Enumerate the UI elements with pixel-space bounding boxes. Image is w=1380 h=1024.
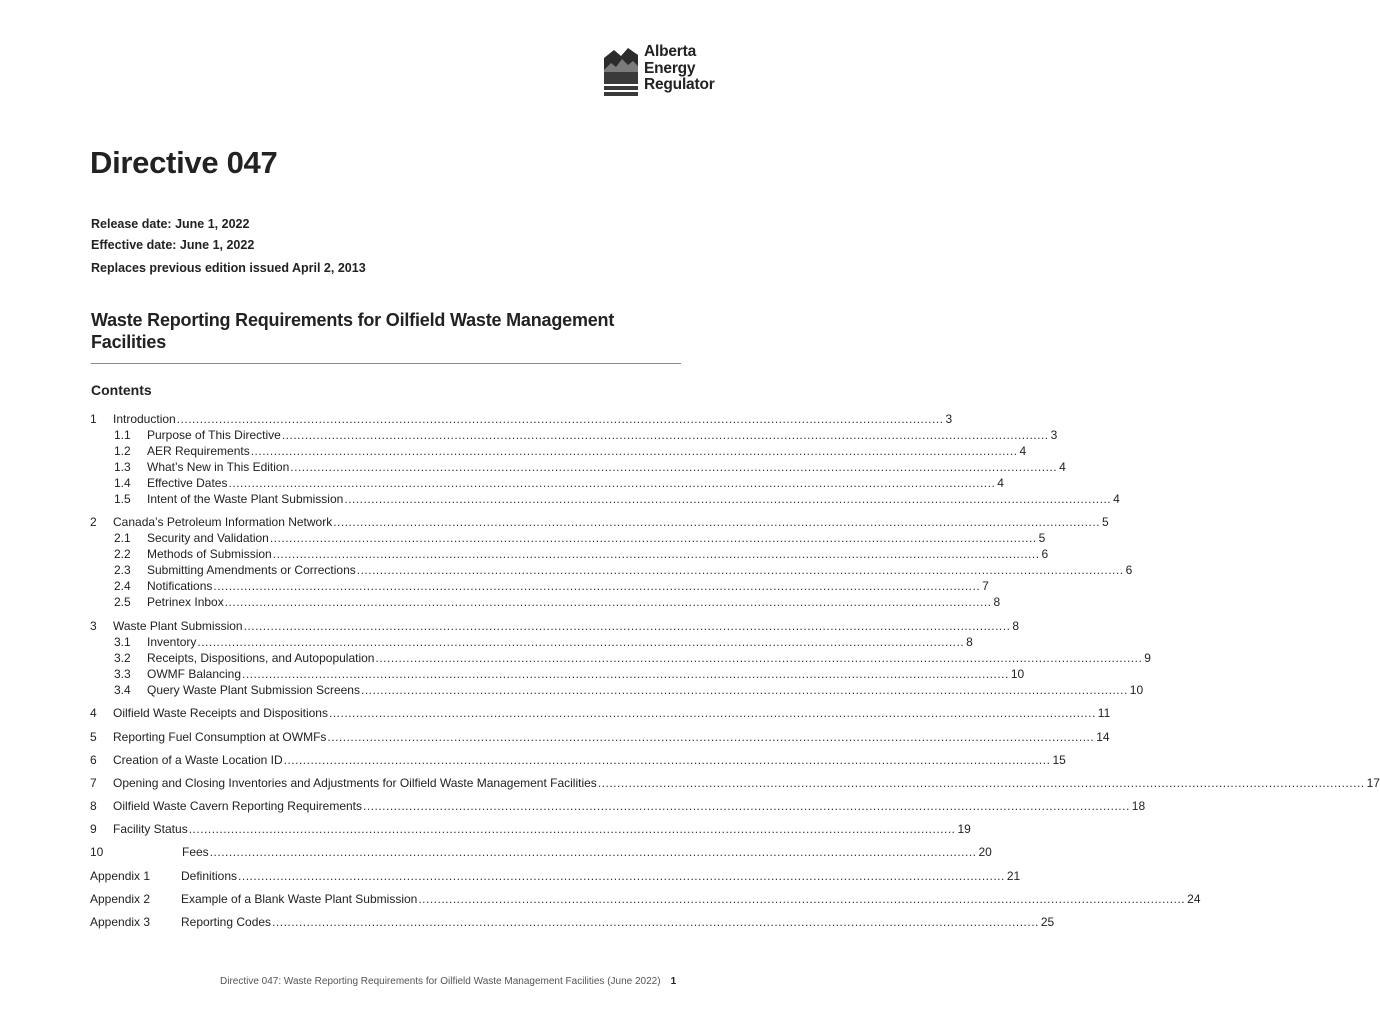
toc-entry[interactable] — [90, 775, 1380, 791]
toc-entry-page: 7 — [982, 579, 989, 593]
toc-entry-number: 7 — [90, 776, 97, 790]
toc-leader-dots: ........................................................................................................................................................................................................ — [269, 531, 1037, 545]
toc-entry-label: Oilfield Waste Cavern Reporting Requirements — [113, 799, 362, 813]
toc-entry-label: Reporting Codes — [181, 915, 272, 929]
toc-entry-number: 2.1 — [114, 531, 131, 545]
toc-entry-label: Waste Plant Submission — [113, 619, 243, 633]
toc-entry[interactable] — [90, 578, 989, 594]
toc-entry-number: 3.4 — [114, 683, 131, 697]
contents-heading: Contents — [91, 382, 152, 398]
toc-entry-label: OWMF Balancing — [147, 667, 242, 681]
toc-entry-label: Example of a Blank Waste Plant Submission — [181, 892, 418, 906]
toc-leader-dots: ........................................................................................................................................................................................................ — [344, 492, 1112, 506]
toc-leader-dots: ........................................................................................................................................................................................................ — [243, 619, 1011, 633]
toc-entry-label: Oilfield Waste Receipts and Dispositions — [113, 706, 328, 720]
toc-entry[interactable] — [90, 729, 1110, 745]
toc-entry-label: Canada’s Petroleum Information Network — [113, 515, 333, 529]
toc-entry[interactable] — [90, 752, 1066, 768]
toc-entry-number: 3.3 — [114, 667, 131, 681]
toc-entry[interactable] — [90, 682, 1144, 698]
toc-entry[interactable] — [90, 891, 1201, 907]
toc-entry[interactable] — [90, 411, 953, 427]
toc-entry[interactable] — [90, 546, 1049, 562]
toc-entry-page: 6 — [1125, 563, 1133, 577]
toc-entry-number: 6 — [90, 753, 97, 767]
toc-leader-dots: ........................................................................................................................................................................................................ — [356, 563, 1124, 577]
effective-date: Effective date: June 1, 2022 — [91, 238, 255, 252]
toc-entry[interactable] — [90, 705, 1111, 721]
toc-leader-dots: ........................................................................................................................................................................................................ — [363, 799, 1130, 813]
toc-entry[interactable] — [90, 514, 1109, 530]
toc-leader-dots: ........................................................................................................................................................................................................ — [238, 869, 1005, 883]
toc-entry[interactable] — [90, 491, 1120, 507]
toc-entry-page: 8 — [966, 635, 973, 649]
toc-entry-label: Notifications — [147, 579, 213, 593]
toc-entry-number: 3 — [90, 619, 97, 633]
toc-entry-page: 10 — [1129, 683, 1144, 697]
toc-leader-dots: ........................................................................................................................................................................................................ — [242, 667, 1009, 681]
replaces-note: Replaces previous edition issued April 2, 2013 — [91, 261, 366, 275]
toc-entry-page: 4 — [997, 476, 1004, 490]
toc-entry-label: AER Requirements — [147, 444, 250, 458]
logo-line-3: Regulator — [644, 76, 715, 93]
toc-entry-label: Methods of Submission — [147, 547, 272, 561]
toc-entry-page: 18 — [1131, 799, 1146, 813]
toc-entry-number: Appendix 2 — [90, 892, 151, 906]
toc-entry-label: What’s New in This Edition — [147, 460, 290, 474]
toc-entry-number: 10 — [90, 845, 104, 859]
toc-leader-dots: ........................................................................................................................................................................................................ — [272, 915, 1039, 929]
toc-entry-number: 1 — [90, 412, 97, 426]
toc-entry[interactable] — [90, 618, 1020, 634]
toc-entry-number: 8 — [90, 799, 97, 813]
toc-entry[interactable] — [90, 666, 1025, 682]
toc-entry-label: Petrinex Inbox — [147, 595, 224, 609]
toc-entry-number: Appendix 1 — [90, 869, 151, 883]
toc-entry-number: 5 — [90, 730, 97, 744]
mountain-logo-icon — [604, 46, 638, 100]
toc-entry[interactable] — [90, 650, 1151, 666]
toc-leader-dots: ........................................................................................................................................................................................................ — [228, 476, 996, 490]
toc-leader-dots: ........................................................................................................................................................................................................ — [209, 845, 977, 859]
toc-entry-page: 5 — [1102, 515, 1109, 529]
release-date: Release date: June 1, 2022 — [91, 217, 250, 231]
toc-entry-number: Appendix 3 — [90, 915, 151, 929]
toc-entry-page: 19 — [957, 822, 971, 836]
toc-entry[interactable] — [90, 634, 973, 650]
toc-entry-label: Reporting Fuel Consumption at OWMFs — [113, 730, 327, 744]
toc-leader-dots: ........................................................................................................................................................................................................ — [213, 579, 981, 593]
toc-leader-dots: ........................................................................................................................................................................................................ — [597, 776, 1365, 790]
toc-entry-page: 10 — [1010, 667, 1025, 681]
toc-entry-page: 15 — [1052, 753, 1066, 767]
toc-entry-page: 24 — [1187, 892, 1201, 906]
toc-entry-label: Security and Validation — [147, 531, 269, 545]
toc-entry-page: 5 — [1038, 531, 1046, 545]
toc-entry-number: 1.5 — [114, 492, 131, 506]
toc-entry[interactable] — [90, 530, 1046, 546]
toc-leader-dots: ........................................................................................................................................................................................................ — [197, 635, 965, 649]
toc-leader-dots: ........................................................................................................................................................................................................ — [188, 822, 956, 836]
toc-entry[interactable] — [90, 798, 1146, 814]
toc-entry-label: Receipts, Dispositions, and Autopopulation — [147, 651, 375, 665]
toc-entry-page: 17 — [1366, 776, 1380, 790]
toc-leader-dots: ........................................................................................................................................................................................................ — [360, 683, 1128, 697]
toc-entry[interactable] — [90, 821, 971, 837]
toc-entry-page: 25 — [1040, 915, 1055, 929]
toc-entry-page: 20 — [978, 845, 992, 859]
logo-line-2: Energy — [644, 59, 696, 77]
toc-leader-dots: ........................................................................................................................................................................................................ — [272, 547, 1040, 561]
logo-line-1: Alberta — [644, 43, 697, 60]
toc-entry[interactable] — [90, 844, 992, 860]
toc-entry-number: 2.2 — [114, 547, 131, 561]
toc-entry[interactable] — [90, 459, 1066, 475]
page-footer — [220, 976, 676, 987]
toc-entry-label: Purpose of This Directive — [147, 428, 281, 442]
toc-entry-number: 1.1 — [114, 428, 131, 442]
toc-entry-number: 2.4 — [114, 579, 131, 593]
toc-entry-page: 3 — [945, 412, 953, 426]
toc-entry-page: 8 — [1012, 619, 1020, 633]
toc-entry-label: Fees — [182, 845, 209, 859]
toc-leader-dots: ........................................................................................................................................................................................................ — [250, 444, 1018, 458]
toc-leader-dots: ........................................................................................................................................................................................................ — [283, 753, 1051, 767]
toc-entry-label: Opening and Closing Inventories and Adjustments for Oilfield Waste Management Facilities — [113, 776, 597, 790]
toc-entry-number: 2 — [90, 515, 97, 529]
divider — [91, 363, 681, 364]
toc-entry-label: Effective Dates — [147, 476, 228, 490]
toc-entry-number: 3.2 — [114, 651, 131, 665]
toc-entry-page: 6 — [1041, 547, 1049, 561]
toc-entry-page: 4 — [1059, 460, 1066, 474]
toc-leader-dots: ........................................................................................................................................................................................................ — [224, 595, 992, 609]
toc-leader-dots: ........................................................................................................................................................................................................ — [375, 651, 1143, 665]
toc-entry-number: 2.5 — [114, 595, 131, 609]
toc-entry[interactable] — [90, 914, 1055, 930]
toc-entry-label: Intent of the Waste Plant Submission — [147, 492, 344, 506]
toc-entry-number: 1.3 — [114, 460, 131, 474]
toc-entry-number: 1.4 — [114, 476, 131, 490]
toc-entry-number: 3.1 — [114, 635, 131, 649]
toc-entry[interactable] — [90, 427, 1058, 443]
toc-leader-dots: ........................................................................................................................................................................................................ — [328, 706, 1096, 720]
toc-entry-label: Facility Status — [113, 822, 188, 836]
toc-leader-dots: ........................................................................................................................................................................................................ — [281, 428, 1049, 442]
toc-entry-page: 3 — [1050, 428, 1058, 442]
toc-entry[interactable] — [90, 443, 1027, 459]
toc-entry-number: 1.2 — [114, 444, 131, 458]
toc-entry-page: 9 — [1144, 651, 1151, 665]
page-title: Directive 047 — [90, 145, 278, 180]
toc-entry-page: 4 — [1113, 492, 1120, 506]
aer-logo — [604, 44, 734, 102]
toc-entry[interactable] — [90, 594, 1001, 610]
toc-entry-page: 4 — [1019, 444, 1027, 458]
toc-leader-dots: ........................................................................................................................................................................................................ — [327, 730, 1095, 744]
toc-entry-number: 2.3 — [114, 563, 131, 577]
toc-entry-page: 21 — [1006, 869, 1021, 883]
toc-entry-page: 8 — [993, 595, 1001, 609]
toc-leader-dots: ........................................................................................................................................................................................................ — [333, 515, 1101, 529]
footer-page-number: 1 — [670, 976, 677, 987]
toc-entry-number: 9 — [90, 822, 97, 836]
document-subtitle: Waste Reporting Requirements for Oilfield Waste Management Facilities — [91, 310, 615, 352]
toc-entry-label: Inventory — [147, 635, 197, 649]
toc-entry[interactable] — [90, 475, 1004, 491]
toc-leader-dots: ........................................................................................................................................................................................................ — [418, 892, 1186, 906]
toc-entry-number: 4 — [90, 706, 97, 720]
toc-entry-page: 14 — [1096, 730, 1110, 744]
toc-entry-page: 11 — [1097, 706, 1111, 720]
footer-text: Directive 047: Waste Reporting Requirements for Oilfield Waste Management Facilities (June 2022) — [220, 976, 661, 987]
toc-entry-label: Introduction — [113, 412, 176, 426]
toc-entry[interactable] — [90, 562, 1133, 578]
toc-leader-dots: ........................................................................................................................................................................................................ — [290, 460, 1058, 474]
toc-entry-label: Definitions — [181, 869, 238, 883]
toc-entry-label: Submitting Amendments or Corrections — [147, 563, 356, 577]
toc-entry-label: Creation of a Waste Location ID — [113, 753, 283, 767]
toc-entry-label: Query Waste Plant Submission Screens — [147, 683, 360, 697]
toc-leader-dots: ........................................................................................................................................................................................................ — [176, 412, 944, 426]
toc-entry[interactable] — [90, 868, 1021, 884]
